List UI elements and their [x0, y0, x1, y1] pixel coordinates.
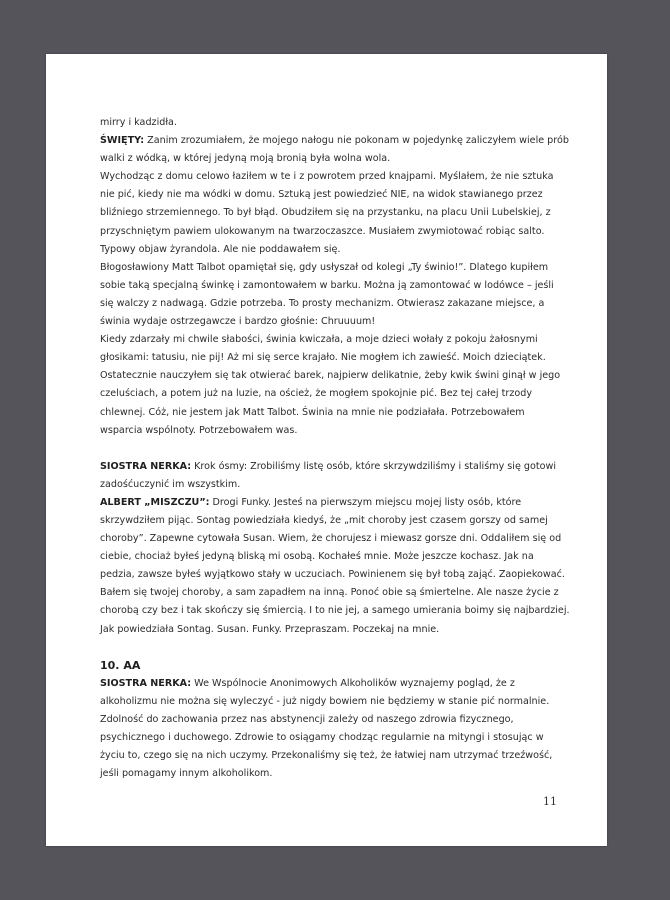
paragraph-text: Zanim zrozumiałem, że mojego nałogu nie pokonam w pojedynkę zaliczyłem wiele prób walki z wódką, w której jedyną moją bronią była wolna wola.	[100, 135, 569, 165]
paragraph-siostra-nerka-aa	[100, 675, 570, 784]
speaker-name: SIOSTRA NERKA:	[100, 677, 192, 689]
section-title: 10. AA	[100, 658, 141, 672]
paragraph-swiety	[100, 132, 570, 168]
paragraph-text: Drogi Funky. Jesteś na pierwszym miejscu mojej listy osób, które skrzywdziłem pijąc. Sontag powiedziała kiedyś, że „mit choroby jest czasem gorszy od samej choroby”. Zapewne cytowała Susan. Wiem, że chorujesz i miewasz gorsze dni. Oddaliłem się od ciebie, chociaż byłeś jedyną bliską mi osobą. Kochałeś mnie. Może jeszcze kochasz. Jak na pedzia, zawsze byłeś wyjątkowo stały w uczuciach. Powinienem się był tobą zająć. Zaopiekować. Bałem się twojej choroby, a sam zapadłem na inną. Ponoć obie są śmiertelne. Ale nasze życie z chorobą czy bez i tak skończy się śmiercią. I to nie jej, a samego umierania boimy się najbardziej. Jak powiedziała Sontag. Susan. Funky. Przepraszam. Poczekaj na mnie.	[100, 496, 570, 635]
speaker-name: ALBERT „MISZCZU”:	[100, 496, 210, 508]
paragraph-siostra-nerka	[100, 458, 570, 494]
paragraph: Wychodząc z domu celowo łaziłem w te i z powrotem przed knajpami. Myślałem, że nie sztuka nie pić, kiedy nie ma wódki w domu. Sztuką jest powiedzieć NIE, na widok stawianego przez bliźniego strzemiennego. To był błąd. Obudziłem się na przystanku, na placu Unii Lubelskiej, z przyschniętym pawiem ulokowanym na twarzoczaszce. Musiałem zwymiotować robiąc salto. Typowy objaw żyrandola. Ale nie poddawałem się.	[100, 171, 554, 255]
spacer	[100, 440, 570, 458]
paragraph-albert	[100, 494, 570, 639]
speaker-name: SIOSTRA NERKA:	[100, 460, 192, 472]
paragraph: Kiedy zdarzały mi chwile słabości, świnia kwiczała, a moje dzieci wołały z pokoju żałosnymi głosikami: tatusiu, nie pij! Aż mi się serce krajało. Nie mogłem ich zawieść. Moich dzieciątek. Ostatecznie nauczyłem się tak otwierać barek, najpierw delikatnie, żeby kwik świni ginął w jego czeluściach, a potem już na luzie, na oścież, że mogłem spokojnie pić. Bez tej całej trzody chlewnej. Cóż, nie jestem jak Matt Talbot. Świnia na mnie nie podziałała. Potrzebowałem wsparcia wspólnoty. Potrzebowałem was.	[100, 334, 561, 436]
document-page	[46, 54, 607, 846]
body-text	[100, 114, 570, 783]
paragraph-text: Krok ósmy: Zrobiliśmy listę osób, które skrzywdziliśmy i staliśmy się gotowi zadośćuczynić im wszystkim.	[100, 460, 557, 490]
page-number: 11	[543, 795, 557, 808]
paragraph: Błogosławiony Matt Talbot opamiętał się, gdy usłyszał od kolegi „Ty świnio!”. Dlatego kupiłem sobie taką specjalną świnkę i zamontowałem w barku. Można ją zamontować w lodówce – jeśli się walczy z nadwagą. Gdzie potrzeba. To prosty mechanizm. Otwierasz zakazane miejsce, a świnia wydaje ostrzegawcze i bardzo głośnie: Chruuuum!	[100, 261, 554, 328]
spacer	[100, 639, 570, 657]
intro-line: mirry i kadzidła.	[100, 117, 177, 128]
speaker-name: ŚWIĘTY:	[100, 135, 145, 147]
paragraph-text: We Wspólnocie Anonimowych Alkoholików wyznajemy pogląd, że z alkoholizmu nie można się wyleczyć - już nigdy bowiem nie będziemy w stanie pić normalnie. Zdolność do zachowania przez nas abstynencji zależy od naszego zdrowia fizycznego, psychicznego i duchowego. Zdrowie to osiągamy chodząc regularnie na mityngi i stosując w życiu to, czego się na nich uczymy. Przekonaliśmy się też, że łatwiej nam utrzymać trzeźwość, jeśli pomagamy innym alkoholikom.	[100, 677, 553, 780]
